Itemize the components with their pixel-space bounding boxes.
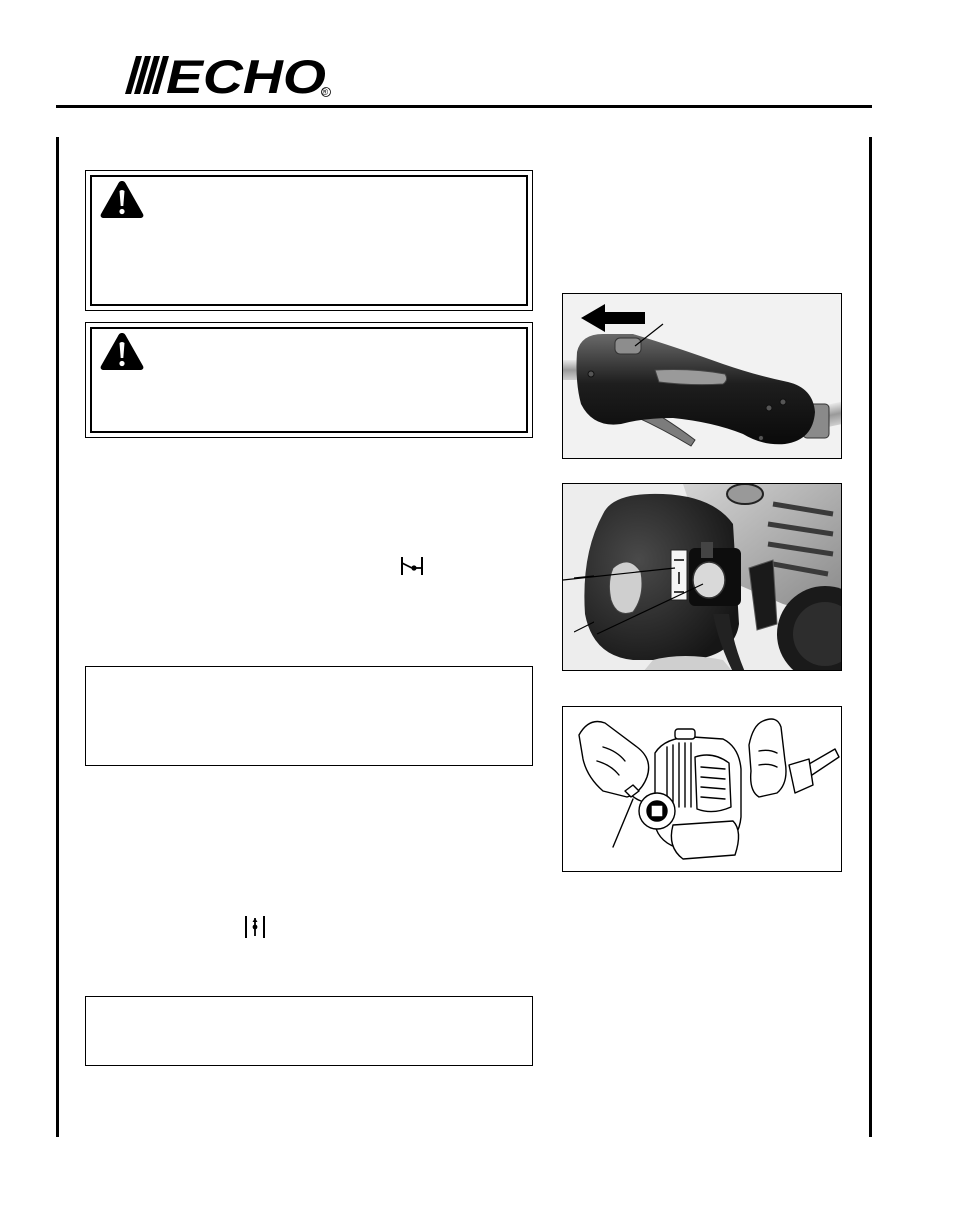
warning-triangle-icon: [99, 178, 145, 220]
registered-mark: ®: [321, 87, 329, 97]
echo-logo: [122, 50, 336, 100]
choke-lever-photo: [562, 483, 842, 671]
run-position-symbol: [241, 914, 269, 940]
warning-triangle-icon: [99, 330, 145, 372]
left-margin-rule: [56, 137, 59, 1137]
note-box: [85, 996, 533, 1066]
caution-box: [85, 322, 533, 438]
throttle-handle-photo: [562, 293, 842, 459]
header-rule: [56, 105, 872, 108]
figure-leader-lines: [574, 572, 594, 636]
logo-text: ECHO: [166, 50, 326, 100]
note-box: [85, 666, 533, 766]
starter-rope-illustration: [562, 706, 842, 872]
warning-box: [85, 170, 533, 311]
stop-position-symbol: [398, 555, 426, 577]
right-margin-rule: [869, 137, 872, 1137]
